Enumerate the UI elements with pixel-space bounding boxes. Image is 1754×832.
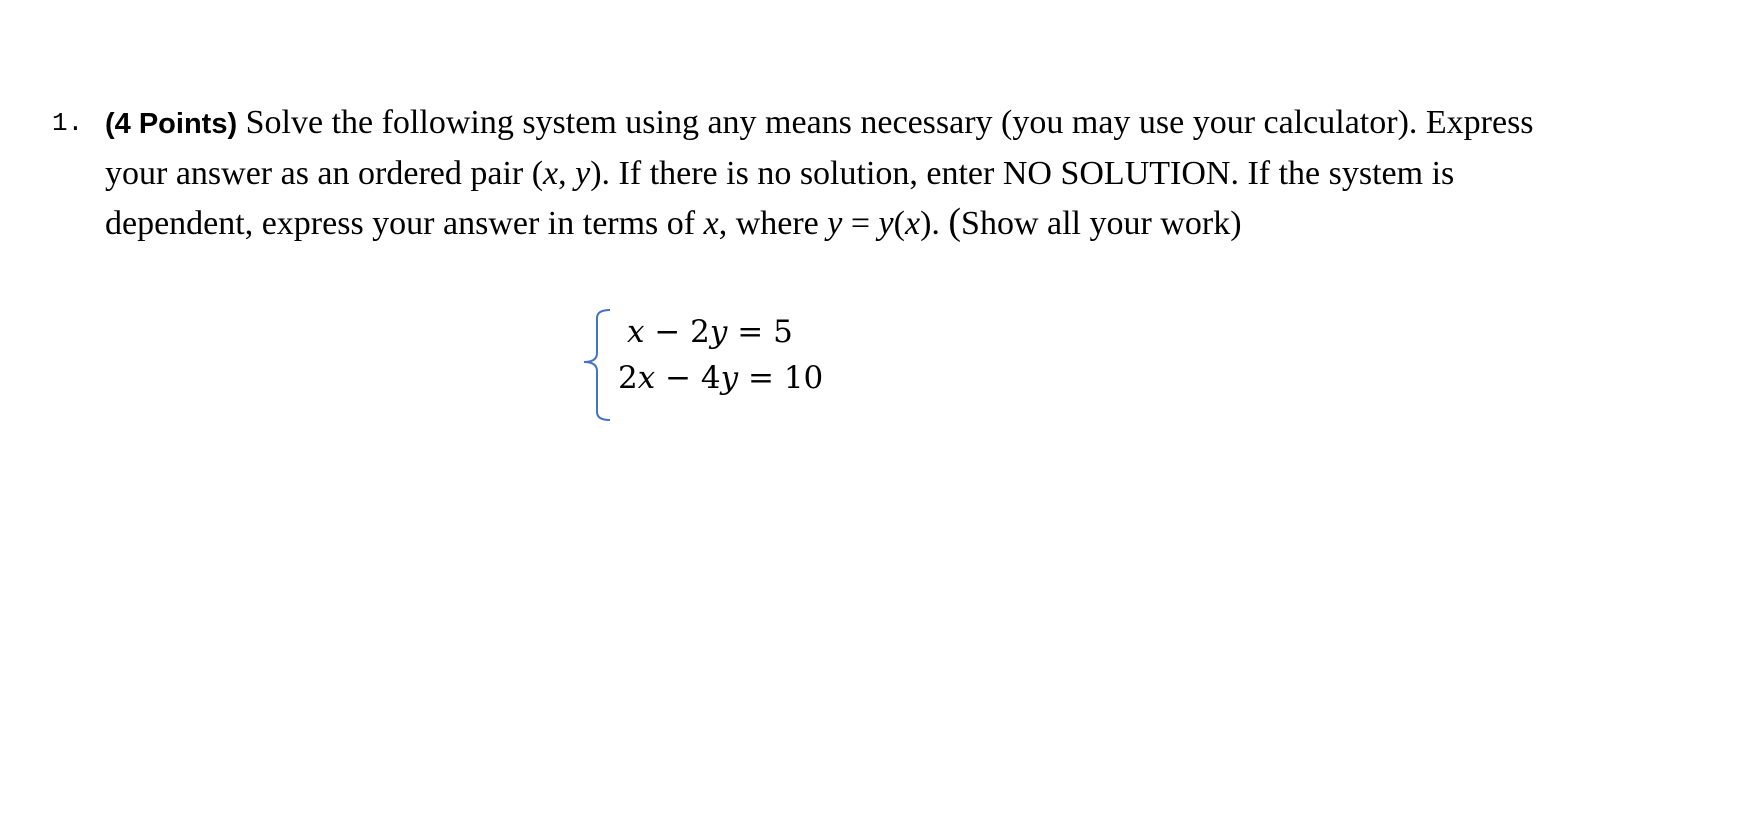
line3-text-b: , where bbox=[718, 205, 828, 242]
eq2-rhs: = 10 bbox=[738, 360, 824, 396]
equation-1 bbox=[627, 312, 793, 352]
func-equals: = bbox=[842, 205, 879, 242]
eq1-y-term-coefficient: − 2 bbox=[644, 314, 710, 350]
statement-line-1 bbox=[105, 98, 1705, 149]
func-y-of: y bbox=[878, 205, 894, 242]
statement-line-3 bbox=[105, 198, 1705, 248]
statement-line-2 bbox=[105, 149, 1705, 198]
show-work-open-paren: ( bbox=[948, 201, 962, 243]
points-label: (4 Points) bbox=[105, 108, 238, 140]
equation-system bbox=[572, 308, 852, 422]
func-y: y bbox=[827, 205, 843, 242]
eq2-x: x bbox=[637, 360, 656, 396]
line3-text-a: dependent, express your answer in terms of bbox=[105, 205, 704, 242]
eq1-x: x bbox=[627, 314, 645, 350]
func-close-paren: ). bbox=[920, 205, 940, 242]
func-x-arg: x bbox=[904, 205, 921, 242]
problem-number: 1. bbox=[52, 108, 84, 138]
ordered-pair-x: x bbox=[543, 155, 559, 192]
eq2-y-term-coefficient: − 4 bbox=[655, 360, 721, 396]
line2-text-b: ). If there is no solution, enter NO SOLUTION. If the system is bbox=[590, 155, 1455, 192]
problem-statement bbox=[105, 98, 1705, 248]
show-work-text: Show all your work) bbox=[961, 205, 1242, 242]
line2-text-a: your answer as an ordered pair ( bbox=[105, 155, 544, 192]
left-brace-icon bbox=[572, 308, 612, 422]
eq2-x-coefficient: 2 bbox=[618, 360, 638, 396]
ordered-pair-comma: , bbox=[558, 155, 576, 192]
ordered-pair-y: y bbox=[575, 155, 591, 192]
eq1-rhs: = 5 bbox=[727, 314, 793, 350]
terms-of-x: x bbox=[703, 205, 719, 242]
equation-2 bbox=[618, 358, 823, 398]
eq1-y: y bbox=[709, 314, 728, 350]
statement-line-1-text: Solve the following system using any means necessary (you may use your calculator). Express bbox=[237, 104, 1534, 141]
eq2-y: y bbox=[720, 360, 739, 396]
func-open-paren: ( bbox=[893, 205, 905, 242]
